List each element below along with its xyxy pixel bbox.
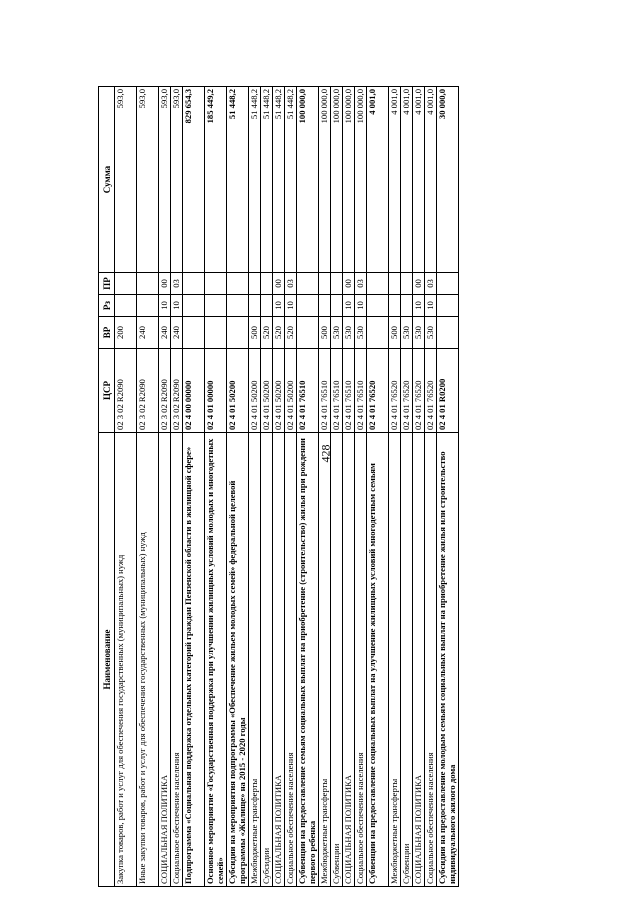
cell-sum: 51 448,2 bbox=[285, 87, 297, 273]
cell-sum: 593,0 bbox=[115, 87, 137, 273]
cell-name: Социальное обеспечение населения bbox=[171, 433, 183, 887]
cell-csr: 02 4 01 50200 bbox=[227, 349, 249, 433]
cell-csr: 02 3 02 R2090 bbox=[137, 349, 159, 433]
cell-vr: 240 bbox=[171, 317, 183, 349]
table-row bbox=[227, 87, 249, 887]
cell-sum: 100 000,0 bbox=[319, 87, 331, 273]
cell-rz: 10 bbox=[159, 295, 171, 317]
header-vr: ВР bbox=[99, 317, 115, 349]
cell-vr: 530 bbox=[425, 317, 437, 349]
cell-rz bbox=[115, 295, 137, 317]
table-row bbox=[273, 87, 285, 887]
cell-name: СОЦИАЛЬНАЯ ПОЛИТИКА bbox=[159, 433, 171, 887]
table-row bbox=[297, 87, 319, 887]
cell-pr: 03 bbox=[171, 273, 183, 295]
table-row bbox=[171, 87, 183, 887]
cell-sum: 829 654,3 bbox=[183, 87, 205, 273]
cell-rz bbox=[205, 295, 227, 317]
cell-name: Социальное обеспечение населения bbox=[355, 433, 367, 887]
cell-csr: 02 4 01 50200 bbox=[249, 349, 261, 433]
cell-rz bbox=[331, 295, 343, 317]
cell-pr: 03 bbox=[425, 273, 437, 295]
cell-sum: 593,0 bbox=[137, 87, 159, 273]
cell-pr bbox=[367, 273, 389, 295]
cell-name: Межбюджетные трансферты bbox=[249, 433, 261, 887]
cell-vr: 530 bbox=[331, 317, 343, 349]
budget-table bbox=[98, 86, 459, 887]
cell-name: Субсидии bbox=[261, 433, 273, 887]
cell-vr: 530 bbox=[355, 317, 367, 349]
cell-rz bbox=[261, 295, 273, 317]
cell-vr: 530 bbox=[413, 317, 425, 349]
cell-csr: 02 4 01 50200 bbox=[285, 349, 297, 433]
cell-csr: 02 4 01 50200 bbox=[261, 349, 273, 433]
cell-rz: 10 bbox=[343, 295, 355, 317]
cell-pr: 00 bbox=[413, 273, 425, 295]
cell-sum: 593,0 bbox=[159, 87, 171, 273]
cell-name: Межбюджетные трансферты bbox=[319, 433, 331, 887]
cell-rz bbox=[437, 295, 459, 317]
cell-sum: 4 001,0 bbox=[389, 87, 401, 273]
table-row bbox=[343, 87, 355, 887]
cell-csr: 02 4 01 76520 bbox=[425, 349, 437, 433]
cell-vr: 520 bbox=[261, 317, 273, 349]
cell-vr: 530 bbox=[343, 317, 355, 349]
table-row bbox=[401, 87, 413, 887]
cell-pr bbox=[183, 273, 205, 295]
cell-sum: 100 000,0 bbox=[297, 87, 319, 273]
cell-pr bbox=[205, 273, 227, 295]
cell-csr: 02 4 01 76520 bbox=[367, 349, 389, 433]
table-row bbox=[389, 87, 401, 887]
cell-name: Субвенции bbox=[331, 433, 343, 887]
cell-name: Субвенции на предоставление семьям социальных выплат на приобретение (строительство) жилья при рождении первого ребенка bbox=[297, 433, 319, 887]
table-row bbox=[425, 87, 437, 887]
cell-pr: 00 bbox=[273, 273, 285, 295]
cell-pr: 03 bbox=[285, 273, 297, 295]
cell-vr: 520 bbox=[273, 317, 285, 349]
cell-rz bbox=[367, 295, 389, 317]
table-row bbox=[137, 87, 159, 887]
cell-vr: 240 bbox=[159, 317, 171, 349]
cell-csr: 02 4 01 76520 bbox=[413, 349, 425, 433]
cell-csr: 02 4 01 76520 bbox=[401, 349, 413, 433]
cell-rz bbox=[389, 295, 401, 317]
cell-vr bbox=[205, 317, 227, 349]
cell-name: Иные закупки товаров, работ и услуг для обеспечения государственных (муниципальных) нужд bbox=[137, 433, 159, 887]
cell-name: СОЦИАЛЬНАЯ ПОЛИТИКА bbox=[413, 433, 425, 887]
header-rz: Рз bbox=[99, 295, 115, 317]
cell-name: Социальное обеспечение населения bbox=[285, 433, 297, 887]
header-csr: ЦСР bbox=[99, 349, 115, 433]
cell-csr: 02 3 02 R2090 bbox=[159, 349, 171, 433]
cell-csr: 02 4 01 76510 bbox=[331, 349, 343, 433]
cell-pr bbox=[437, 273, 459, 295]
cell-pr bbox=[249, 273, 261, 295]
table-body bbox=[115, 87, 459, 887]
cell-rz: 10 bbox=[413, 295, 425, 317]
table-header-row bbox=[99, 87, 115, 887]
cell-csr: 02 4 00 00000 bbox=[183, 349, 205, 433]
cell-sum: 593,0 bbox=[171, 87, 183, 273]
table-row bbox=[261, 87, 273, 887]
cell-rz: 10 bbox=[425, 295, 437, 317]
cell-csr: 02 4 01 76510 bbox=[355, 349, 367, 433]
cell-pr: 00 bbox=[159, 273, 171, 295]
table-row bbox=[331, 87, 343, 887]
cell-pr bbox=[261, 273, 273, 295]
cell-name: Субвенции bbox=[401, 433, 413, 887]
cell-vr bbox=[227, 317, 249, 349]
cell-sum: 4 001,0 bbox=[401, 87, 413, 273]
cell-rz bbox=[319, 295, 331, 317]
table-row bbox=[205, 87, 227, 887]
cell-pr bbox=[227, 273, 249, 295]
page-number: 428 bbox=[318, 444, 333, 463]
cell-sum: 185 449,2 bbox=[205, 87, 227, 273]
cell-csr: 02 4 01 R0200 bbox=[437, 349, 459, 433]
table-row bbox=[249, 87, 261, 887]
cell-rz bbox=[401, 295, 413, 317]
cell-vr: 200 bbox=[115, 317, 137, 349]
cell-vr bbox=[367, 317, 389, 349]
cell-rz: 10 bbox=[355, 295, 367, 317]
cell-sum: 4 001,0 bbox=[425, 87, 437, 273]
cell-vr: 530 bbox=[401, 317, 413, 349]
cell-vr bbox=[183, 317, 205, 349]
cell-pr bbox=[115, 273, 137, 295]
cell-sum: 51 448,2 bbox=[273, 87, 285, 273]
cell-sum: 30 000,0 bbox=[437, 87, 459, 273]
cell-rz bbox=[249, 295, 261, 317]
cell-vr: 520 bbox=[285, 317, 297, 349]
table-row bbox=[319, 87, 331, 887]
cell-rz: 10 bbox=[285, 295, 297, 317]
cell-csr: 02 4 01 00000 bbox=[205, 349, 227, 433]
cell-csr: 02 4 01 76510 bbox=[343, 349, 355, 433]
cell-pr bbox=[389, 273, 401, 295]
cell-pr bbox=[297, 273, 319, 295]
cell-name: Субсидии на предоставление молодым семьям социальных выплат на приобретение жилья или строительство индивидуального жилого дома bbox=[437, 433, 459, 887]
cell-csr: 02 4 01 50200 bbox=[273, 349, 285, 433]
header-name: Наименование bbox=[99, 433, 115, 887]
cell-rz bbox=[183, 295, 205, 317]
rotated-table-container bbox=[98, 87, 554, 887]
table-row bbox=[355, 87, 367, 887]
cell-vr: 500 bbox=[319, 317, 331, 349]
cell-csr: 02 4 01 76510 bbox=[297, 349, 319, 433]
cell-name: СОЦИАЛЬНАЯ ПОЛИТИКА bbox=[343, 433, 355, 887]
cell-pr: 00 bbox=[343, 273, 355, 295]
cell-rz bbox=[297, 295, 319, 317]
cell-sum: 100 000,0 bbox=[343, 87, 355, 273]
table-row bbox=[183, 87, 205, 887]
header-pr: ПР bbox=[99, 273, 115, 295]
cell-name: Субсидии на мероприятия подпрограммы «Обеспечение жильем молодых семей» федеральной целевой программы «Жилище» на 2015 - 2020 годы bbox=[227, 433, 249, 887]
cell-pr bbox=[331, 273, 343, 295]
cell-rz bbox=[227, 295, 249, 317]
cell-vr: 500 bbox=[389, 317, 401, 349]
cell-sum: 51 448,2 bbox=[261, 87, 273, 273]
cell-pr bbox=[137, 273, 159, 295]
cell-sum: 51 448,2 bbox=[249, 87, 261, 273]
cell-csr: 02 3 02 R2090 bbox=[115, 349, 137, 433]
cell-name: СОЦИАЛЬНАЯ ПОЛИТИКА bbox=[273, 433, 285, 887]
cell-csr: 02 4 01 76510 bbox=[319, 349, 331, 433]
cell-name: Основное мероприятие «Государственная поддержка при улучшении жилищных условий молодых и многодетных семей» bbox=[205, 433, 227, 887]
cell-sum: 4 001,0 bbox=[367, 87, 389, 273]
cell-pr: 03 bbox=[355, 273, 367, 295]
cell-sum: 4 001,0 bbox=[413, 87, 425, 273]
cell-name: Закупка товаров, работ и услуг для обеспечения государственных (муниципальных) нужд bbox=[115, 433, 137, 887]
cell-rz bbox=[137, 295, 159, 317]
cell-vr bbox=[437, 317, 459, 349]
cell-name: Субвенции на предоставление социальных выплат на улучшение жилищных условий многодетным семьям bbox=[367, 433, 389, 887]
table-row bbox=[437, 87, 459, 887]
cell-name: Межбюджетные трансферты bbox=[389, 433, 401, 887]
table-row bbox=[159, 87, 171, 887]
table-row bbox=[285, 87, 297, 887]
table-row bbox=[367, 87, 389, 887]
table-row bbox=[115, 87, 137, 887]
cell-sum: 100 000,0 bbox=[355, 87, 367, 273]
cell-vr: 500 bbox=[249, 317, 261, 349]
cell-csr: 02 3 02 R2090 bbox=[171, 349, 183, 433]
cell-vr: 240 bbox=[137, 317, 159, 349]
cell-pr bbox=[401, 273, 413, 295]
cell-rz: 10 bbox=[171, 295, 183, 317]
cell-pr bbox=[319, 273, 331, 295]
cell-sum: 51 448,2 bbox=[227, 87, 249, 273]
header-sum: Сумма bbox=[99, 87, 115, 273]
cell-vr bbox=[297, 317, 319, 349]
cell-name: Социальное обеспечение населения bbox=[425, 433, 437, 887]
cell-rz: 10 bbox=[273, 295, 285, 317]
cell-name: Подпрограмма «Социальная поддержка отдельных категорий граждан Пензенской области в жилищной сфере» bbox=[183, 433, 205, 887]
table-row bbox=[413, 87, 425, 887]
cell-csr: 02 4 01 76520 bbox=[389, 349, 401, 433]
cell-sum: 100 000,0 bbox=[331, 87, 343, 273]
